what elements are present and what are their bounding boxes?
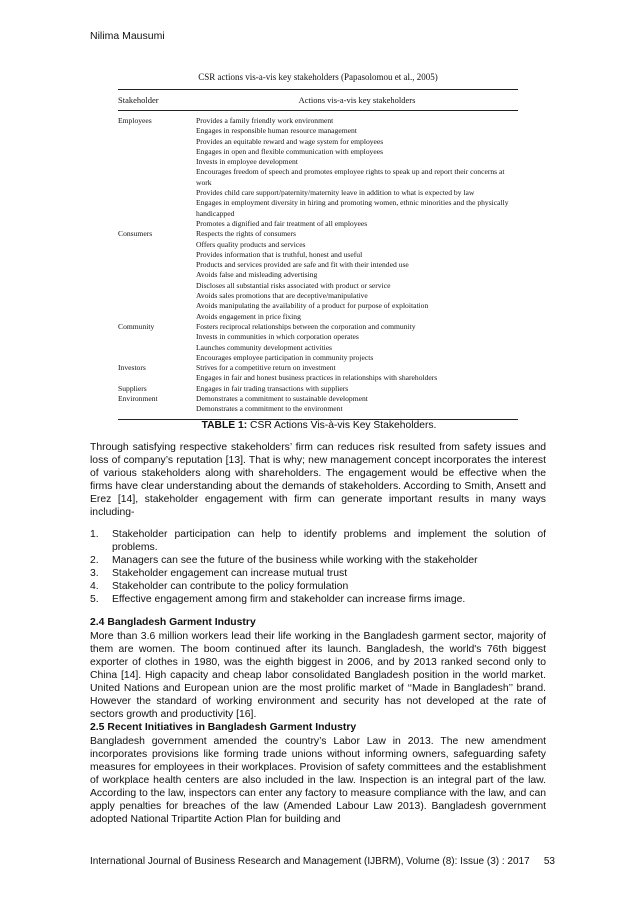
action-line: Encourages employee participation in community projects [196, 352, 374, 362]
list-item [90, 554, 546, 567]
table-label [0, 420, 638, 431]
action-line: Engages in responsible human resource management [196, 126, 357, 136]
footer-page-number: 53 [543, 856, 555, 867]
table-row [118, 322, 518, 363]
numbered-list [90, 528, 546, 606]
stakeholder-cell: Investors [118, 363, 146, 373]
table-label-text: CSR Actions Vis-à-vis Key Stakeholders. [247, 420, 437, 431]
table-row [118, 229, 518, 322]
paragraph-1: Through satisfying respective stakeholders’ firm can reduces risk resulted from safety issues and loss of company’s reputation [13]. That is why; new management concept incorporates the interest of various stakeholders along with shareholders. The engagement would be effective when the firms have clear understanding about the demands of stakeholders. According to Smith, Ansett and Erez [14], stakeholder engagement with firm can generate important results in many ways including- [90, 442, 546, 518]
table-caption-top: CSR actions vis-a-vis key stakeholders (Papasolomou et al., 2005) [198, 72, 438, 82]
table-header-row [118, 90, 518, 110]
table-body [118, 111, 518, 419]
table-row [118, 384, 518, 394]
action-line: Invests in communities in which corporation operates [196, 332, 359, 342]
action-line: work [196, 177, 212, 187]
list-item-number: 4. [90, 581, 99, 592]
action-line: Discloses all substantial risks associated with product or service [196, 280, 391, 290]
actions-cell [196, 394, 518, 415]
action-line: Demonstrates a commitment to the environment [196, 404, 343, 414]
action-line: Engages in fair trading transactions with suppliers [196, 383, 349, 393]
action-line: Fosters reciprocal relationships between the corporation and community [196, 321, 416, 331]
list-item [90, 528, 546, 554]
actions-cell [196, 384, 518, 394]
action-line: Respects the rights of consumers [196, 229, 296, 239]
stakeholder-cell: Community [118, 321, 155, 331]
page-footer [90, 856, 555, 867]
list-item-number: 2. [90, 555, 99, 566]
action-line: Promotes a dignified and fair treatment of all employees [196, 218, 368, 228]
csr-table [118, 72, 518, 420]
table-row [118, 116, 518, 229]
action-line: Avoids false and misleading advertising [196, 270, 318, 280]
section-2-5-heading: 2.5 Recent Initiatives in Bangladesh Garment Industry [90, 722, 357, 733]
section-2-4-heading: 2.4 Bangladesh Garment Industry [90, 617, 256, 628]
action-line: Invests in employee development [196, 157, 298, 167]
list-item-text: Effective engagement among firm and stakeholder can increase firms image. [112, 594, 466, 605]
stakeholder-cell: Employees [118, 116, 152, 125]
list-item-text: Stakeholder can contribute to the policy formulation [112, 581, 349, 592]
stakeholder-cell: Environment [118, 394, 158, 404]
table-row [118, 394, 518, 415]
table-row [118, 363, 518, 384]
action-line: Avoids manipulating the availability of a product for purpose of exploitation [196, 301, 429, 311]
list-item-number: 3. [90, 568, 99, 579]
header-actions: Actions vis-a-vis key stakeholders [298, 95, 416, 105]
actions-cell [196, 363, 518, 384]
action-line: Avoids sales promotions that are deceptive/manipulative [196, 291, 368, 301]
header-stakeholder: Stakeholder [118, 95, 159, 105]
list-item-number: 5. [90, 594, 99, 605]
action-line: Avoids engagement in price fixing [196, 311, 301, 321]
action-line: Strives for a competitive return on investment [196, 363, 336, 373]
actions-cell [196, 116, 518, 229]
list-item-text: Stakeholder engagement can increase mutual trust [112, 568, 348, 579]
action-line: Engages in employment diversity in hiring and promoting women, ethnic minorities and the physically [196, 198, 509, 208]
action-line: Engages in open and flexible communication with employees [196, 146, 384, 156]
actions-cell [196, 229, 518, 322]
action-line: Provides an equitable reward and wage system for employees [196, 136, 384, 146]
list-item-text: Stakeholder participation can help to identify problems and implement the solution of problems. [112, 529, 546, 553]
list-item [90, 593, 546, 606]
action-line: Engages in fair and honest business practices in relationships with shareholders [196, 373, 438, 383]
action-line: Encourages freedom of speech and promotes employee rights to speak up and report their concerns at [196, 167, 505, 177]
action-line: Demonstrates a commitment to sustainable development [196, 394, 368, 404]
section-2-5-body: Bangladesh government amended the country’s Labor Law in 2013. The new amendment incorporates provisions like forming trade unions without informing owners, safeguarding safety measures for employees in their workplaces. Provision of safety committees and the establishment of workplace health centers are also included in the law. Inspection is an integral part of the law. According to the law, inspectors can enter any factory to measure compliance with the law, and can apply penalties for breaches of the law (Amended Labour Law 2013). Bangladesh government adopted National Tripartite Action Plan for building and [90, 736, 546, 825]
list-item-text: Managers can see the future of the business while working with the stakeholder [112, 555, 478, 566]
table-label-bold: TABLE 1: [201, 420, 248, 431]
footer-journal: International Journal of Business Research and Management (IJBRM), Volume (8): Issue (3) : 2017 [90, 856, 530, 867]
action-line: Provides a family friendly work environment [196, 116, 334, 125]
action-line: Offers quality products and services [196, 239, 306, 249]
running-head: Nilima Mausumi [90, 30, 165, 42]
action-line: Products and services provided are safe and fit with their intended use [196, 260, 409, 270]
action-line: handicapped [196, 208, 235, 218]
actions-cell [196, 322, 518, 363]
list-item [90, 580, 546, 593]
list-item [90, 567, 546, 580]
stakeholder-cell: Suppliers [118, 383, 147, 393]
action-line: Provides information that is truthful, honest and useful [196, 249, 363, 259]
list-item-number: 1. [90, 529, 99, 540]
section-2-4-body: More than 3.6 million workers lead their life working in the Bangladesh garment sector, majority of them are women. The boom continued after its launch. Bangladesh, the world's 76th biggest exporter of clothes in 1980, was the eighth biggest in 2006, and by 2013 ranked second only to China [14]. High capacity and cheap labor consolidated Bangladesh position in the world market. United Nations and European union are the most prolific market of ‘‘Made in Bangladesh’’ brand. However the standard of working environment and security has not developed at the rate of sectors growth and productivity [16]. [90, 631, 546, 720]
action-line: Launches community development activities [196, 342, 333, 352]
action-line: Provides child care support/paternity/maternity leave in addition to what is expected by law [196, 188, 475, 198]
stakeholder-cell: Consumers [118, 229, 153, 239]
